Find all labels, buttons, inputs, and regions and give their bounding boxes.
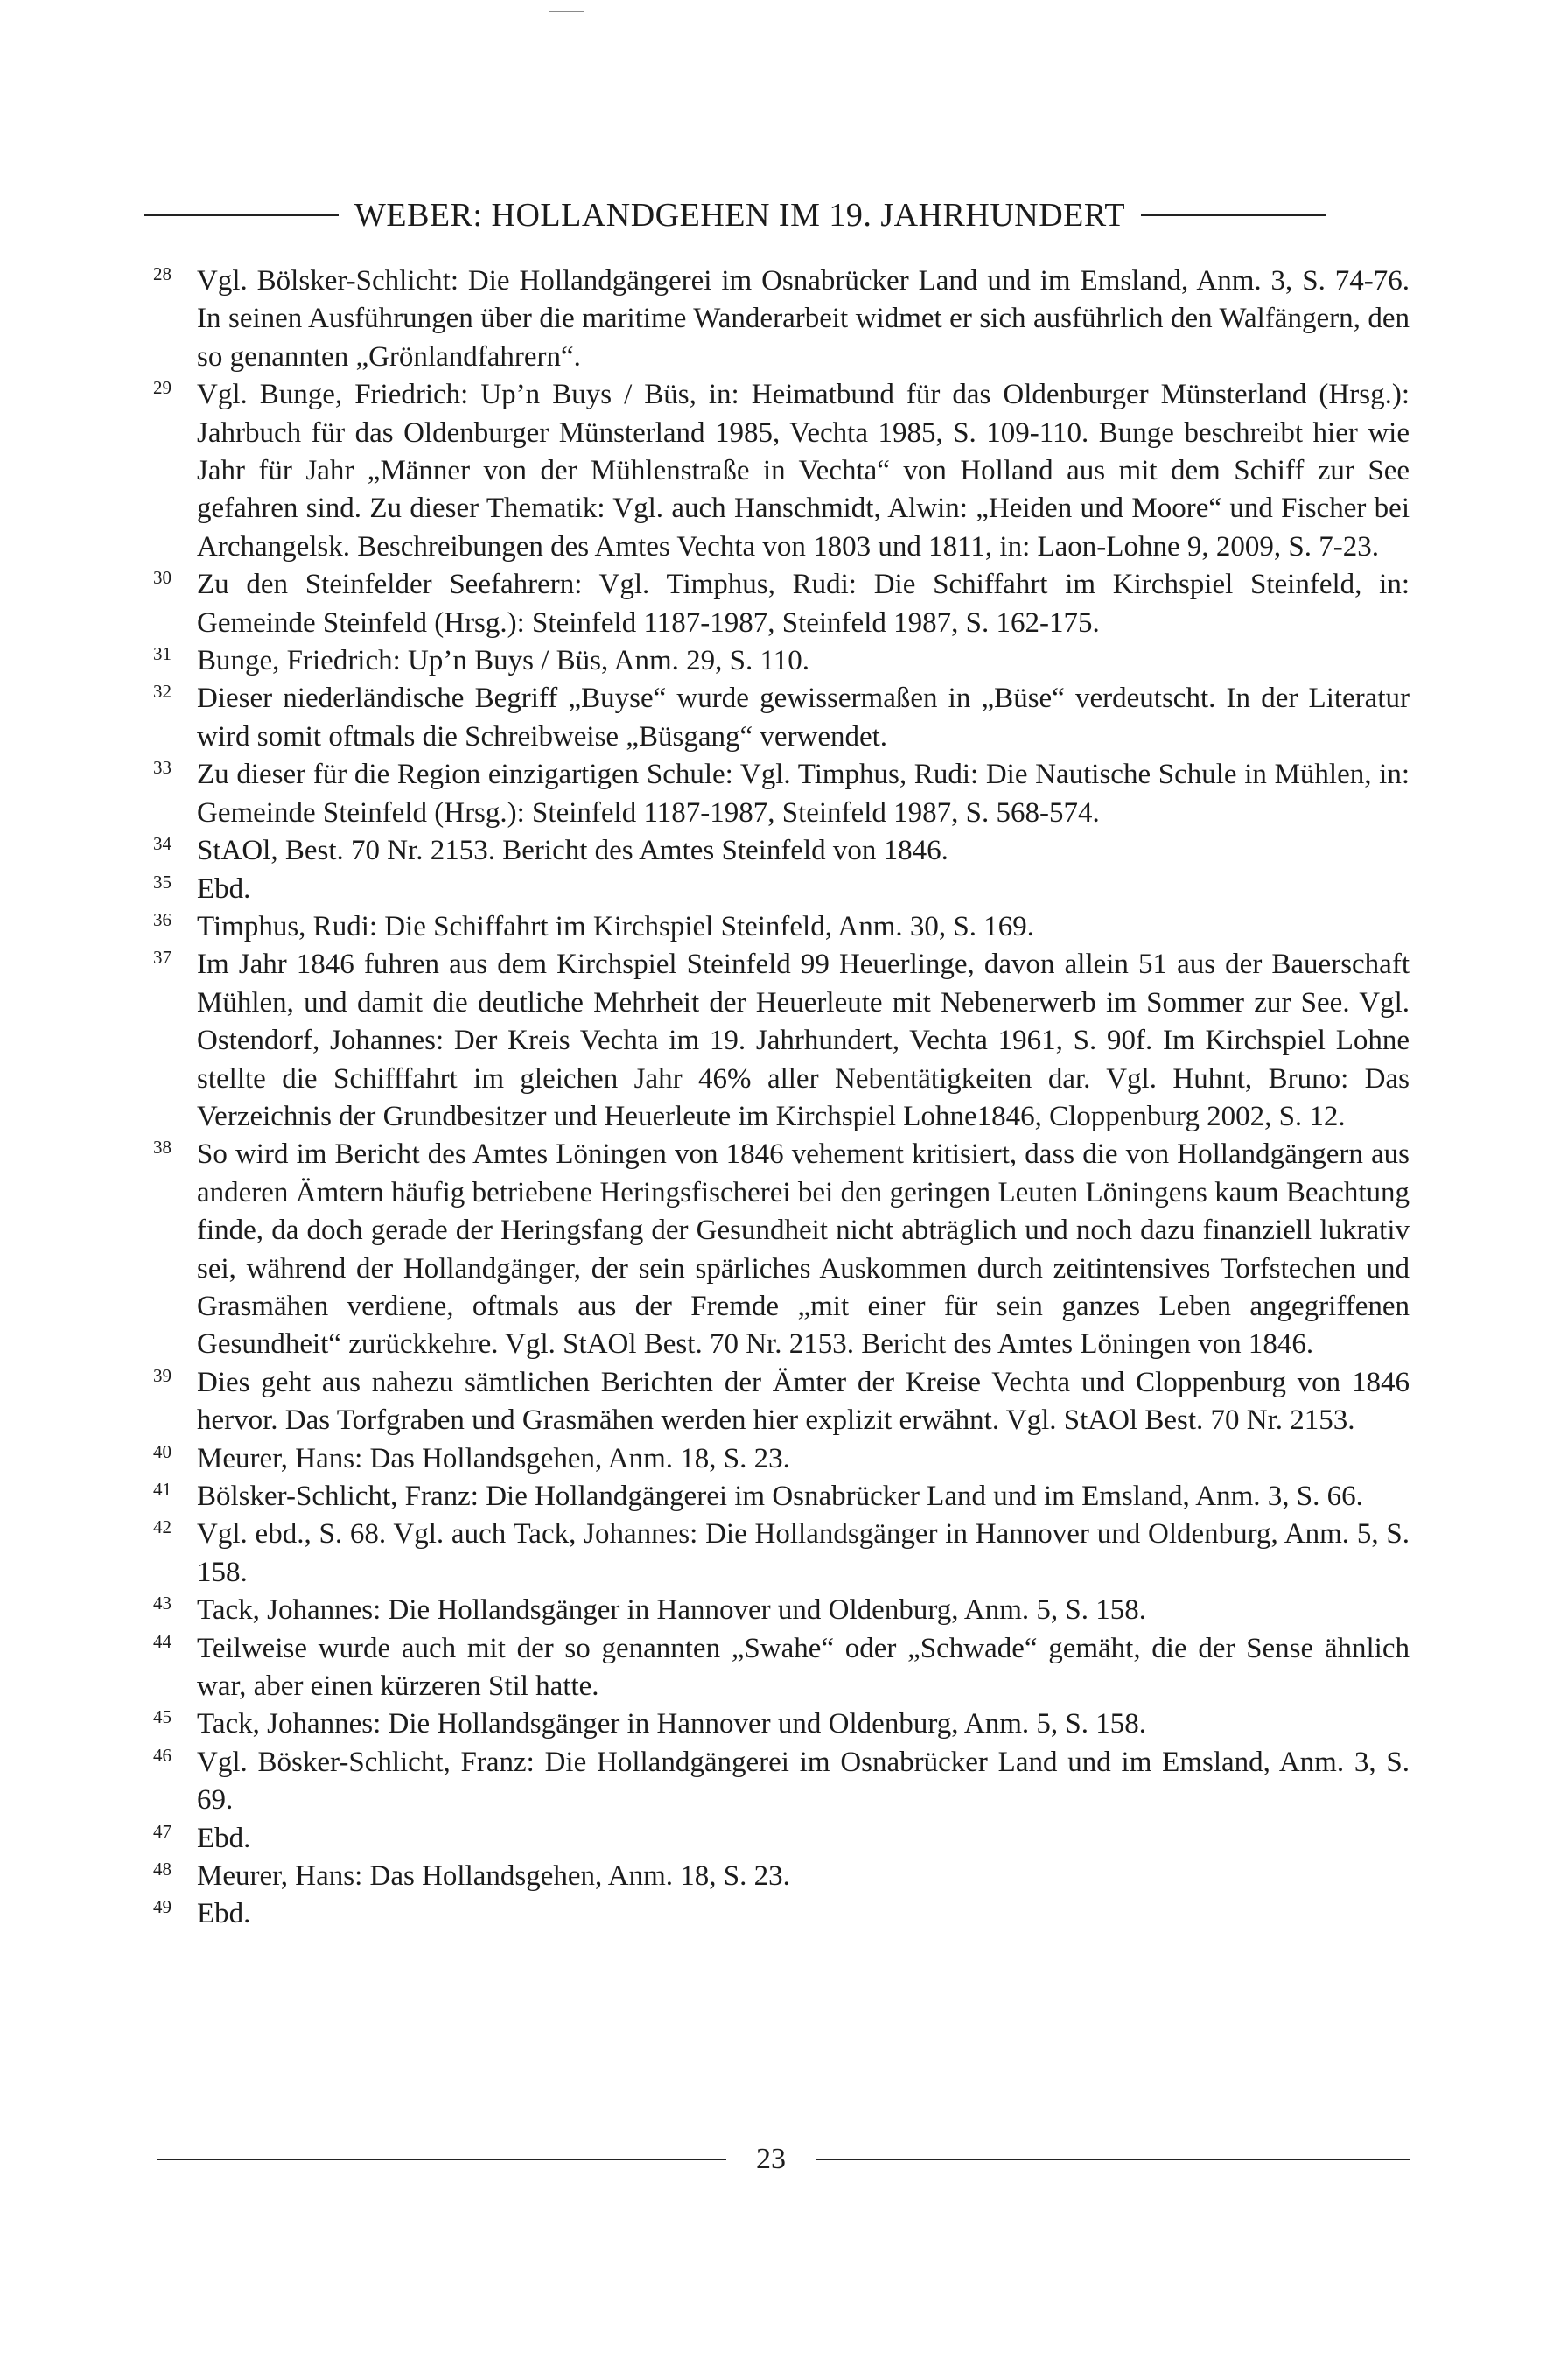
- footnote-number: 48: [153, 1858, 172, 1880]
- page-footer: [158, 2140, 1410, 2179]
- footnote-text: Ebd.: [197, 1822, 251, 1854]
- footnote-text: Ebd.: [197, 1898, 251, 1930]
- footnote-38: [153, 1136, 1410, 1363]
- footnote-46: [153, 1744, 1410, 1820]
- footnote-36: [153, 908, 1410, 946]
- header-rule-right: [1141, 214, 1326, 216]
- footnote-text: Teilweise wurde auch mit der so genannten „Swahe“ oder „Schwade“ gemäht, die der Sense ähnlich war, aber einen kürzeren Stil hatte.: [197, 1632, 1410, 1703]
- footnote-41: [153, 1478, 1410, 1516]
- footnote-number: 30: [153, 567, 172, 589]
- footnote-text: Meurer, Hans: Das Hollandsgehen, Anm. 18, S. 23.: [197, 1442, 790, 1474]
- footnote-number: 41: [153, 1479, 172, 1500]
- footnote-31: [153, 642, 1410, 680]
- footnote-number: 28: [153, 263, 172, 284]
- footnote-number: 47: [153, 1820, 172, 1842]
- footnote-number: 31: [153, 643, 172, 665]
- footnote-number: 49: [153, 1896, 172, 1918]
- footnote-text: Vgl. Bunge, Friedrich: Up’n Buys / Büs, in: Heimatbund für das Oldenburger Münsterland (Hrsg.): Jahrbuch für das Oldenburger Münsterland 1985, Vechta 1985, S. 109-110. Bunge beschreibt hier wie Jahr für Jahr „Männer von der Mühlenstraße in Vechta“ von Holland aus mit dem Schiff zur See gefahren sind. Zu dieser Thematik: Vgl. auch Hanschmidt, Alwin: „Heiden und Moore“ und Fischer bei Archangelsk. Beschreibungen des Amtes Vechta von 1803 und 1811, in: Laon-Lohne 9, 2009, S. 7-23.: [197, 379, 1410, 563]
- footnote-text: Dieser niederländische Begriff „Buyse“ wurde gewissermaßen in „Büse“ verdeutscht. In der Literatur wird somit oftmals die Schreibweise „Büsgang“ verwendet.: [197, 682, 1410, 752]
- footnote-39: [153, 1364, 1410, 1440]
- footnote-text: Tack, Johannes: Die Hollandsgänger in Hannover und Oldenburg, Anm. 5, S. 158.: [197, 1594, 1146, 1627]
- running-title: WEBER: HOLLANDGEHEN IM 19. JAHRHUNDERT: [354, 197, 1126, 234]
- footnote-text: StAOl, Best. 70 Nr. 2153. Bericht des Amtes Steinfeld von 1846.: [197, 835, 948, 867]
- footnote-number: 46: [153, 1744, 172, 1766]
- footnote-28: [153, 262, 1410, 376]
- top-crop-mark: [550, 10, 584, 12]
- footnote-number: 37: [153, 947, 172, 969]
- footnote-text: Zu dieser für die Region einzigartigen Schule: Vgl. Timphus, Rudi: Die Nautische Schule in Mühlen, in: Gemeinde Steinfeld (Hrsg.): Steinfeld 1187-1987, Steinfeld 1987, S. 568-574.: [197, 759, 1410, 829]
- footnote-number: 36: [153, 908, 172, 930]
- footnote-number: 44: [153, 1630, 172, 1652]
- footnote-number: 45: [153, 1706, 172, 1728]
- footnote-text: Vgl. Bölsker-Schlicht: Die Hollandgängerei im Osnabrücker Land und im Emsland, Anm. 3, S. 74-76. In seinen Ausführungen über die maritime Wanderarbeit widmet er sich ausführlich den Walfängern, den so genannten „Grönlandfahrern“.: [197, 265, 1410, 373]
- footer-rule-right: [816, 2159, 1410, 2160]
- footnote-number: 40: [153, 1440, 172, 1462]
- footnote-45: [153, 1705, 1410, 1743]
- footnotes-list: [153, 262, 1410, 1934]
- header-rule-left: [144, 214, 339, 216]
- footnote-37: [153, 946, 1410, 1136]
- footnote-30: [153, 566, 1410, 642]
- footnote-text: Bölsker-Schlicht, Franz: Die Hollandgängerei im Osnabrücker Land und im Emsland, Anm. 3, S. 66.: [197, 1480, 1363, 1512]
- footnote-number: 33: [153, 757, 172, 779]
- footer-rule-left: [158, 2159, 726, 2160]
- footnote-number: 29: [153, 377, 172, 399]
- footnote-text: Timphus, Rudi: Die Schiffahrt im Kirchspiel Steinfeld, Anm. 30, S. 169.: [197, 910, 1034, 942]
- footnote-40: [153, 1440, 1410, 1478]
- footnote-44: [153, 1630, 1410, 1706]
- footnote-number: 32: [153, 681, 172, 703]
- footnote-29: [153, 376, 1410, 566]
- footnote-32: [153, 680, 1410, 756]
- footnote-text: Bunge, Friedrich: Up’n Buys / Büs, Anm. 29, S. 110.: [197, 645, 810, 677]
- footnote-number: 34: [153, 833, 172, 855]
- footnote-text: Ebd.: [197, 872, 251, 905]
- page-number: 23: [756, 2143, 786, 2175]
- footnote-43: [153, 1592, 1410, 1629]
- footnote-text: Meurer, Hans: Das Hollandsgehen, Anm. 18, S. 23.: [197, 1860, 790, 1893]
- footnote-number: 43: [153, 1592, 172, 1614]
- footnote-text: Vgl. ebd., S. 68. Vgl. auch Tack, Johannes: Die Hollandsgänger in Hannover und Oldenburg, Anm. 5, S. 158.: [197, 1518, 1410, 1588]
- footnote-34: [153, 832, 1410, 870]
- footnote-number: 39: [153, 1364, 172, 1386]
- footnote-text: Zu den Steinfelder Seefahrern: Vgl. Timphus, Rudi: Die Schiffahrt im Kirchspiel Steinfeld, in: Gemeinde Steinfeld (Hrsg.): Steinfeld 1187-1987, Steinfeld 1987, S. 162-175.: [197, 569, 1410, 639]
- footnote-number: 38: [153, 1137, 172, 1158]
- footnote-33: [153, 756, 1410, 832]
- footnote-49: [153, 1895, 1410, 1933]
- footnote-number: 42: [153, 1516, 172, 1538]
- footnote-48: [153, 1858, 1410, 1895]
- running-header: [144, 194, 1404, 236]
- footnote-number: 35: [153, 871, 172, 892]
- footnote-text: Dies geht aus nahezu sämtlichen Berichten der Ämter der Kreise Vechta und Cloppenburg von 1846 hervor. Das Torfgraben und Grasmähen werden hier explizit erwähnt. Vgl. StAOl Best. 70 Nr. 2153.: [197, 1366, 1410, 1437]
- footnote-text: Tack, Johannes: Die Hollandsgänger in Hannover und Oldenburg, Anm. 5, S. 158.: [197, 1708, 1146, 1740]
- footnote-text: So wird im Bericht des Amtes Löningen von 1846 vehement kritisiert, dass die von Hollandgängern aus anderen Ämtern häufig betriebene Heringsfischerei bei den geringen Leuten Löningens kaum Beachtung finde, da doch gerade der Heringsfang der Gesundheit nicht abträglich und noch dazu finanziell lukrativ sei, während der Hollandgänger, der sein spärliches Auskommen durch zeitintensives Torfstechen und Grasmähen verdiene, oftmals aus der Fremde „mit einer für sein ganzes Leben angegriffenen Gesundheit“ zurückkehre. Vgl. StAOl Best. 70 Nr. 2153. Bericht des Amtes Löningen von 1846.: [197, 1138, 1410, 1361]
- footnote-47: [153, 1820, 1410, 1858]
- footnote-35: [153, 871, 1410, 908]
- footnote-text: Im Jahr 1846 fuhren aus dem Kirchspiel Steinfeld 99 Heuerlinge, davon allein 51 aus der Bauerschaft Mühlen, und damit die deutliche Mehrheit der Heuerleute mit Nebenerwerb im Sommer zur See. Vgl. Ostendorf, Johannes: Der Kreis Vechta im 19. Jahrhundert, Vechta 1961, S. 90f. Im Kirchspiel Lohne stellte die Schifffahrt im gleichen Jahr 46% aller Nebentätigkeiten dar. Vgl. Huhnt, Bruno: Das Verzeichnis der Grundbesitzer und Heuerleute im Kirchspiel Lohne1846, Cloppenburg 2002, S. 12.: [197, 948, 1410, 1132]
- footnote-text: Vgl. Bösker-Schlicht, Franz: Die Hollandgängerei im Osnabrücker Land und im Emsland, Anm. 3, S. 69.: [197, 1746, 1410, 1816]
- footnote-42: [153, 1516, 1410, 1592]
